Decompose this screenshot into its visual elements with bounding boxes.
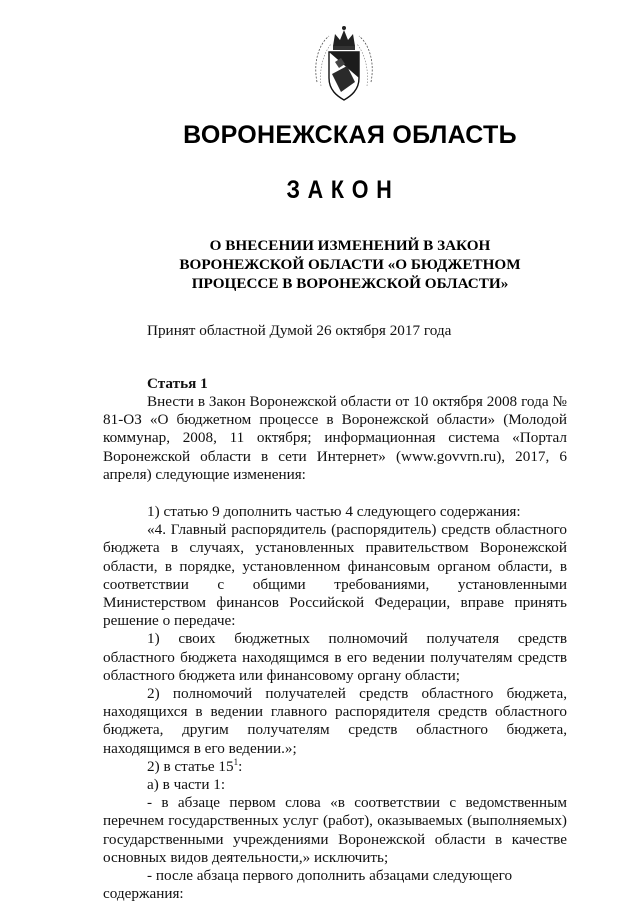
item-2-superscript: 1 (233, 756, 239, 767)
subitem-1: 1) своих бюджетных полномочий получателя средств областного бюджета находящимся в его ведении получателям средств областного бюджета или финансовому органу области; (103, 630, 567, 684)
subitem-2: 2) полномочий получателей средств областного бюджета, находящихся в ведении главного распорядителя средств областного бюджета, другим получателям средств областного бюджета, находящимся в его ведении.»; (103, 685, 567, 757)
item-2-suffix: : (238, 757, 243, 775)
dash-item-1: - в абзаце первом слова «в соответствии с ведомственным перечнем государственных услуг (работ), оказываемых (выполняемых) государственными учреждениями Воронежской области в качестве основных видов деятельности,» исключить; (103, 794, 567, 866)
region-name: ВОРОНЕЖСКАЯ ОБЛАСТЬ (183, 121, 517, 149)
dash-item-2: - после абзаца первого дополнить абзацами следующего содержания: (103, 867, 513, 903)
document-type: ЗАКОН (286, 176, 400, 204)
law-title-line: ПРОЦЕССЕ В ВОРОНЕЖСКОЙ ОБЛАСТИ» (191, 275, 509, 292)
adoption-note: Принят областной Думой 26 октября 2017 года (147, 322, 452, 339)
amendment-item-2 (103, 758, 567, 776)
article-body (103, 393, 567, 903)
amendment-item-1-text: «4. Главный распорядитель (распорядитель) средств областного бюджета в случаях, установленных правительством Воронежской области, в порядке, установленном финансовым органом области, в соответствии с общими требованиями, установленными Министерством финансов Российской Федерации, вправе принять решение о передаче: (103, 521, 567, 630)
paragraph-gap (103, 484, 567, 503)
amendment-item-2a: а) в части 1: (147, 776, 226, 794)
law-title (0, 236, 640, 293)
law-title-line: О ВНЕСЕНИИ ИЗМЕНЕНИЙ В ЗАКОН (209, 237, 491, 254)
law-title-line: ВОРОНЕЖСКОЙ ОБЛАСТИ «О БЮДЖЕТНОМ (179, 256, 521, 273)
article-intro: Внести в Закон Воронежской области от 10 октября 2008 года № 81-ОЗ «О бюджетном процессе в Воронежской области» (Молодой коммунар, 2008, 11 октября; информационная система «Портал Воронежской области в сети Интернет» (www.govvrn.ru), 2017, 6 апреля) следующие изменения: (103, 393, 567, 483)
coat-of-arms-icon (311, 22, 377, 106)
item-2-prefix: 2) в статье 15 (147, 757, 234, 775)
article-heading: Статья 1 (147, 375, 208, 392)
amendment-item-1: 1) статью 9 дополнить частью 4 следующего содержания: (147, 503, 521, 521)
